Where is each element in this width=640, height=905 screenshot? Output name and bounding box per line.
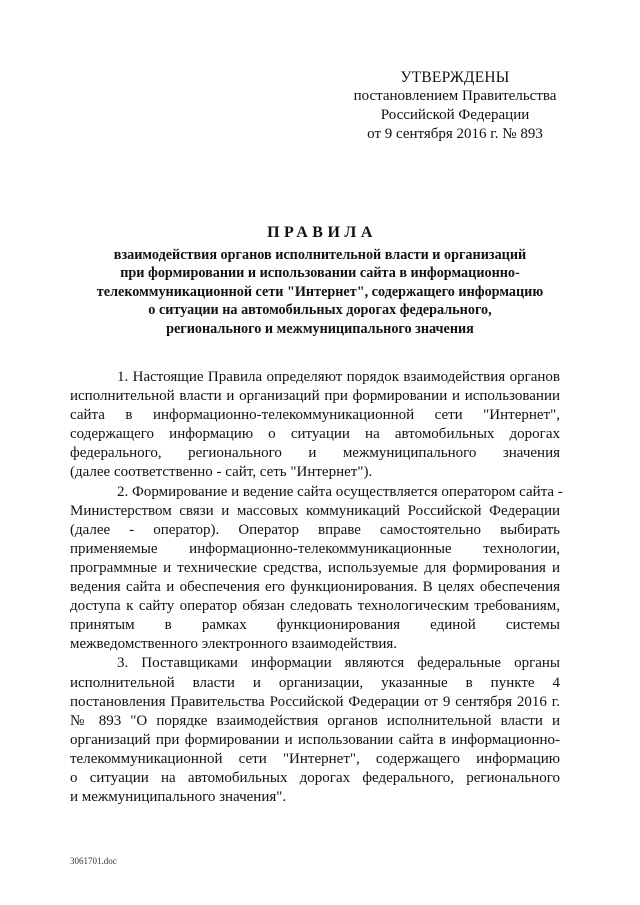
approval-line-2: Российской Федерации [380, 107, 530, 123]
subtitle-line: о ситуации на автомобильных дорогах федерального, [148, 302, 492, 319]
text-line: № 893 "О порядке взаимодействия органов исполнительной власти и [70, 712, 560, 729]
subtitle-line: регионального и межмуниципального значения [166, 320, 474, 337]
approval-line-3: от 9 сентября 2016 г. № 893 [367, 126, 543, 142]
text-line: содержащего информацию о ситуации на автомобильных дорогах [70, 426, 560, 443]
paragraph-2 [70, 483, 563, 655]
text-line: (далее - оператор). Оператор вправе самостоятельно выбирать [70, 521, 560, 538]
approval-line-1: постановлением Правительства [353, 88, 557, 104]
text-line: принятым в рамках функционирования единой системы [70, 617, 560, 634]
text-line: 2. Формирование и ведение сайта осуществляется оператором сайта - [117, 483, 563, 500]
text-line: исполнительной власти и организаций при формировании и использовании [70, 388, 560, 405]
text-line: 1. Настоящие Правила определяют порядок взаимодействия органов [117, 369, 560, 385]
text-line: межведомственного электронного взаимодействия. [70, 636, 398, 653]
text-line: доступа к сайту оператор обязан следовать технологическим требованиям, [70, 598, 560, 615]
text-line: (далее соответственно - сайт, сеть "Интернет"). [70, 464, 373, 481]
text-line: 3. Поставщиками информации являются федеральные органы [117, 655, 560, 672]
text-line: применяемые информационно-телекоммуникационные технологии, [70, 540, 560, 557]
text-line: постановления Правительства Российской Федерации от 9 сентября 2016 г. [70, 693, 560, 710]
text-line: Министерством связи и массовых коммуникаций Российской Федерации [70, 502, 560, 519]
document-title: ПРАВИЛА [267, 224, 377, 241]
text-line: программные и технические средства, используемые для формирования и [70, 559, 560, 576]
text-line: организаций при формировании и использовании сайта в информационно- [70, 731, 560, 748]
text-line: телекоммуникационной сети "Интернет", содержащего информацию [70, 750, 560, 767]
file-reference: 3061701.doc [70, 856, 117, 866]
text-line: ведения сайта и обеспечения его функционирования. В целях обеспечения [70, 579, 560, 596]
subtitle-line: взаимодействия органов исполнительной власти и организаций [113, 247, 527, 263]
text-line: и межмуниципального значения". [70, 789, 287, 806]
document-body [70, 368, 563, 807]
document-subtitle [70, 246, 570, 338]
text-line: федерального, регионального и межмуниципального значения [70, 445, 560, 462]
subtitle-line: при формировании и использовании сайта в информационно- [120, 265, 520, 282]
text-line: исполнительной власти и организации, указанные в пункте 4 [70, 674, 560, 691]
paragraph-1 [70, 368, 560, 483]
approval-heading: УТВЕРЖДЕНЫ [400, 69, 510, 86]
paragraph-3 [70, 654, 560, 807]
text-line: о ситуации на автомобильных дорогах федерального, регионального [70, 769, 560, 786]
text-line: сайта в информационно-телекоммуникационной сети "Интернет", [70, 407, 560, 424]
subtitle-line: телекоммуникационной сети "Интернет", содержащего информацию [96, 283, 544, 300]
approval-block [330, 68, 580, 144]
